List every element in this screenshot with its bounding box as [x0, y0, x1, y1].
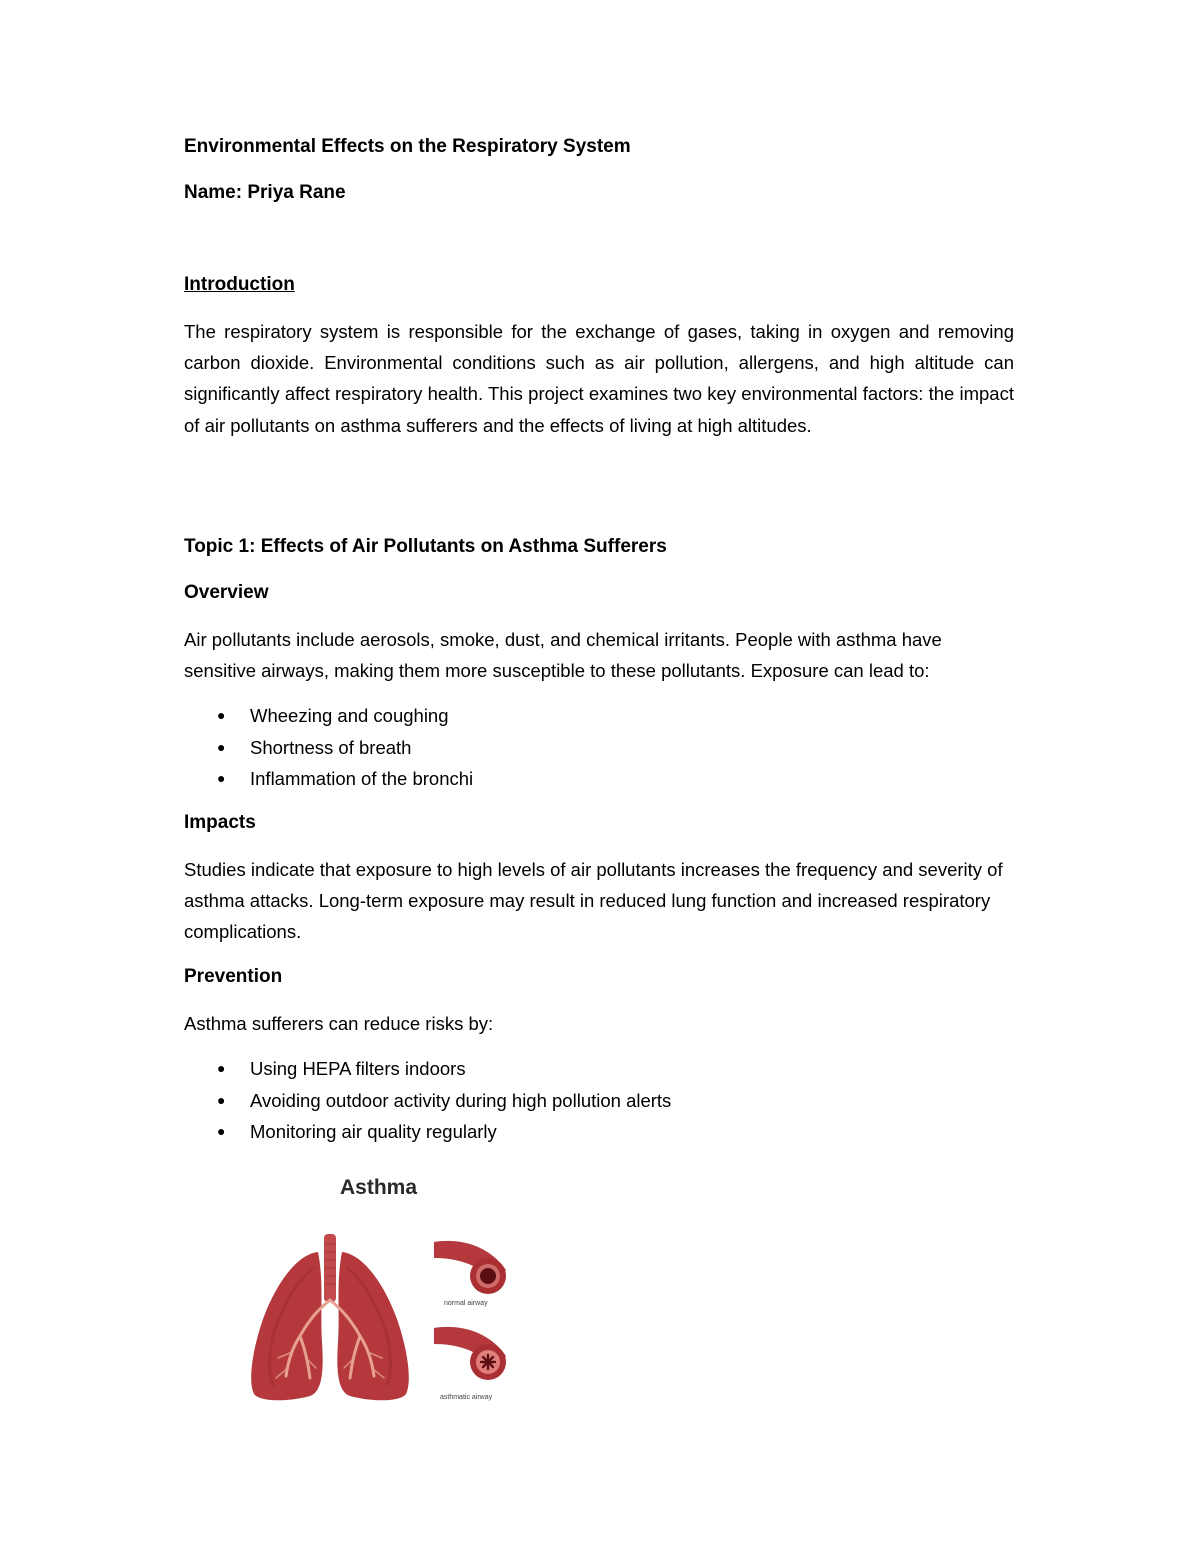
list-item: [184, 732, 473, 764]
list-item: [184, 763, 473, 795]
overview-heading: Overview: [184, 582, 269, 603]
bullet-icon: ●: [217, 1060, 226, 1076]
lungs-illustration-icon: [248, 1172, 528, 1412]
impacts-heading: Impacts: [184, 812, 256, 833]
bullet-text: Shortness of breath: [250, 736, 412, 758]
prevention-heading: Prevention: [184, 966, 283, 987]
bullet-icon: ●: [217, 1091, 226, 1108]
overview-bullet-list: [184, 700, 473, 795]
normal-airway-label: normal airway: [444, 1300, 488, 1307]
introduction-body: The respiratory system is responsible for the exchange of gases, taking in oxygen and removing carbon dioxide. Environmental conditions such as air pollution, allergens, and high altitude can significantly affect respiratory health. This project examines two key environmental factors: the impact of air pollutants on asthma sufferers and the effects of living at high altitudes.: [184, 321, 1014, 436]
bullet-icon: ●: [217, 1123, 226, 1140]
asthmatic-airway-label: asthmatic airway: [440, 1394, 493, 1401]
bullet-icon: ●: [217, 707, 226, 723]
document-title: Environmental Effects on the Respiratory System: [184, 136, 631, 157]
bullet-icon: ●: [217, 738, 226, 755]
author-line: Name: Priya Rane: [184, 182, 346, 203]
list-item: [184, 1116, 671, 1148]
bullet-text: Monitoring air quality regularly: [250, 1121, 497, 1143]
introduction-heading: Introduction: [184, 274, 295, 295]
bullet-text: Avoiding outdoor activity during high pollution alerts: [250, 1089, 672, 1111]
list-item: [184, 1053, 671, 1085]
figure-caption: Asthma: [340, 1176, 418, 1199]
bullet-text: Using HEPA filters indoors: [250, 1058, 466, 1079]
topic1-title: Topic 1: Effects of Air Pollutants on Asthma Sufferers: [184, 536, 667, 557]
bullet-text: Wheezing and coughing: [250, 705, 449, 726]
bullet-text: Inflammation of the bronchi: [250, 768, 474, 790]
impacts-body: Studies indicate that exposure to high levels of air pollutants increases the frequency and severity of asthma attacks. Long-term exposure may result in reduced lung function and increased respiratory complications.: [184, 859, 1003, 943]
bullet-icon: ●: [217, 770, 226, 787]
overview-body: Air pollutants include aerosols, smoke, dust, and chemical irritants. People with asthma have sensitive airways, making them more susceptible to these pollutants. Exposure can lead to:: [184, 629, 942, 682]
prevention-body: Asthma sufferers can reduce risks by:: [184, 1013, 494, 1034]
list-item: [184, 700, 473, 732]
list-item: [184, 1085, 671, 1117]
prevention-bullet-list: [184, 1053, 671, 1148]
asthma-figure: [248, 1172, 528, 1412]
